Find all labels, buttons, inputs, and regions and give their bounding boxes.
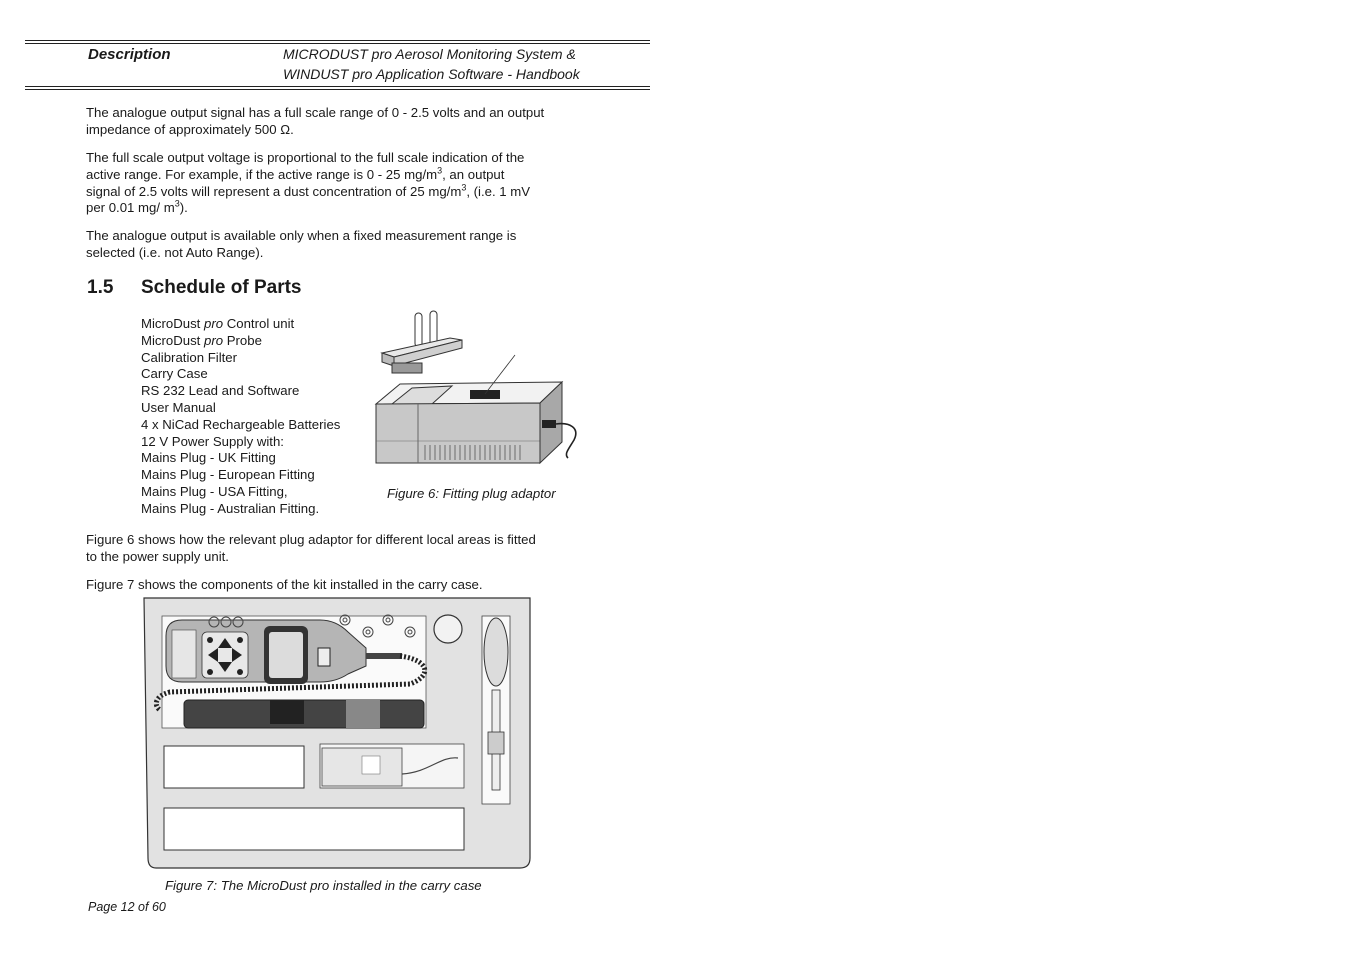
display-screen [269, 632, 303, 678]
parts-list-item [141, 350, 340, 367]
cable-grommet [542, 420, 556, 428]
paragraph-line [86, 167, 586, 184]
part-emphasis: pro [204, 316, 224, 331]
part-text: Mains Plug - European Fitting [141, 467, 315, 483]
part-text: MicroDust [141, 316, 205, 331]
text-run: , (i.e. 1 mV [466, 183, 531, 199]
part-text: 4 x NiCad Rechargeable Batteries [141, 416, 341, 432]
parts-list-item [141, 333, 340, 350]
parts-list-item [141, 501, 340, 518]
rs232-port [318, 648, 330, 666]
header-rule-top-1 [25, 40, 650, 41]
paragraph-line: to the power supply unit. [86, 548, 229, 564]
header-document-title [283, 44, 580, 84]
power-supply-front [376, 403, 540, 463]
plug-prong-right [430, 311, 437, 345]
paragraph-line: The full scale output voltage is proportional to the full scale indication of the [86, 150, 525, 165]
part-text: Control unit [223, 316, 295, 331]
header-rule-bottom-1 [25, 86, 650, 87]
parts-list-item [141, 434, 340, 451]
parts-list [141, 316, 340, 518]
calibration-filter [434, 615, 462, 643]
figure-7-caption: Figure 7: The MicroDust pro installed in the carry case [165, 878, 482, 893]
control-unit-label [172, 630, 196, 678]
part-text: MicroDust [141, 332, 205, 348]
section-number: 1.5 [87, 277, 114, 298]
header-title-line2: WINDUST pro Application Software - Handbook [283, 66, 580, 82]
header-title-line1: MICRODUST pro Aerosol Monitoring System & [283, 46, 576, 62]
paragraph-line [86, 184, 586, 201]
probe-sleeve [346, 700, 380, 728]
text-run: ). [179, 200, 188, 216]
part-text: Mains Plug - USA Fitting, [141, 483, 288, 499]
part-text: Mains Plug - Australian Fitting. [141, 500, 320, 516]
paragraph-availability [86, 228, 586, 262]
part-text: RS 232 Lead and Software [141, 383, 300, 399]
part-text: Calibration Filter [141, 349, 238, 365]
text-run: per 0.01 mg/ m [86, 200, 175, 216]
parts-list-item [141, 417, 340, 434]
figure-6-illustration [370, 308, 585, 468]
parts-list-item [141, 366, 340, 383]
part-text: User Manual [141, 399, 216, 415]
paragraph-line: Figure 6 shows how the relevant plug adaptor for different local areas is fitted [86, 532, 536, 547]
text-run: active range. For example, if the active range is 0 - 25 mg/m [86, 166, 438, 182]
paragraph-line: The analogue output is available only when a fixed measurement range is [86, 228, 517, 243]
parts-list-item [141, 467, 340, 484]
section-title: Schedule of Parts [141, 277, 302, 298]
superscript: 3 [461, 182, 467, 193]
paragraph-output-signal [86, 105, 586, 139]
header-rule-bottom-2 [25, 89, 650, 90]
page-number: Page 12 of 60 [88, 900, 166, 914]
section-heading [87, 277, 302, 299]
probe-connector [366, 653, 402, 659]
figure-6-caption: Figure 6: Fitting plug adaptor [387, 486, 556, 501]
superscript: 3 [174, 199, 180, 209]
plug-prong-left [415, 313, 422, 347]
parts-list-item [141, 484, 340, 501]
parts-list-item [141, 316, 340, 333]
batteries-compartment [164, 808, 464, 850]
paragraph-line: selected (i.e. not Auto Range). [86, 244, 264, 260]
paragraph-full-scale [86, 150, 586, 217]
header-section-label: Description [88, 46, 171, 63]
superscript: 3 [437, 165, 443, 176]
aspirator-bulb [484, 618, 508, 686]
parts-list-item [141, 400, 340, 417]
part-text: 12 V Power Supply with: [141, 433, 284, 449]
paragraph-line: The analogue output signal has a full scale range of 0 - 2.5 volts and an output [86, 105, 545, 120]
part-text: Probe [223, 332, 262, 348]
paragraph-figure6-ref [86, 532, 586, 566]
text-run: , an output [442, 166, 505, 182]
paragraph-figure7-ref: Figure 7 shows the components of the kit installed in the carry case. [86, 577, 483, 592]
part-text: Mains Plug - UK Fitting [141, 450, 276, 466]
part-text: Carry Case [141, 366, 208, 382]
parts-list-item [141, 383, 340, 400]
paragraph-line [86, 200, 586, 217]
part-emphasis: pro [204, 332, 224, 348]
text-run: signal of 2.5 volts will represent a dust concentration of 25 mg/m [86, 183, 462, 199]
label-plate [470, 390, 500, 399]
plug-adaptor-tab [392, 363, 422, 373]
parts-list-item [141, 450, 340, 467]
figure-7-illustration [140, 596, 535, 874]
manual-compartment [164, 746, 304, 788]
paragraph-line: impedance of approximately 500 Ω. [86, 121, 294, 137]
